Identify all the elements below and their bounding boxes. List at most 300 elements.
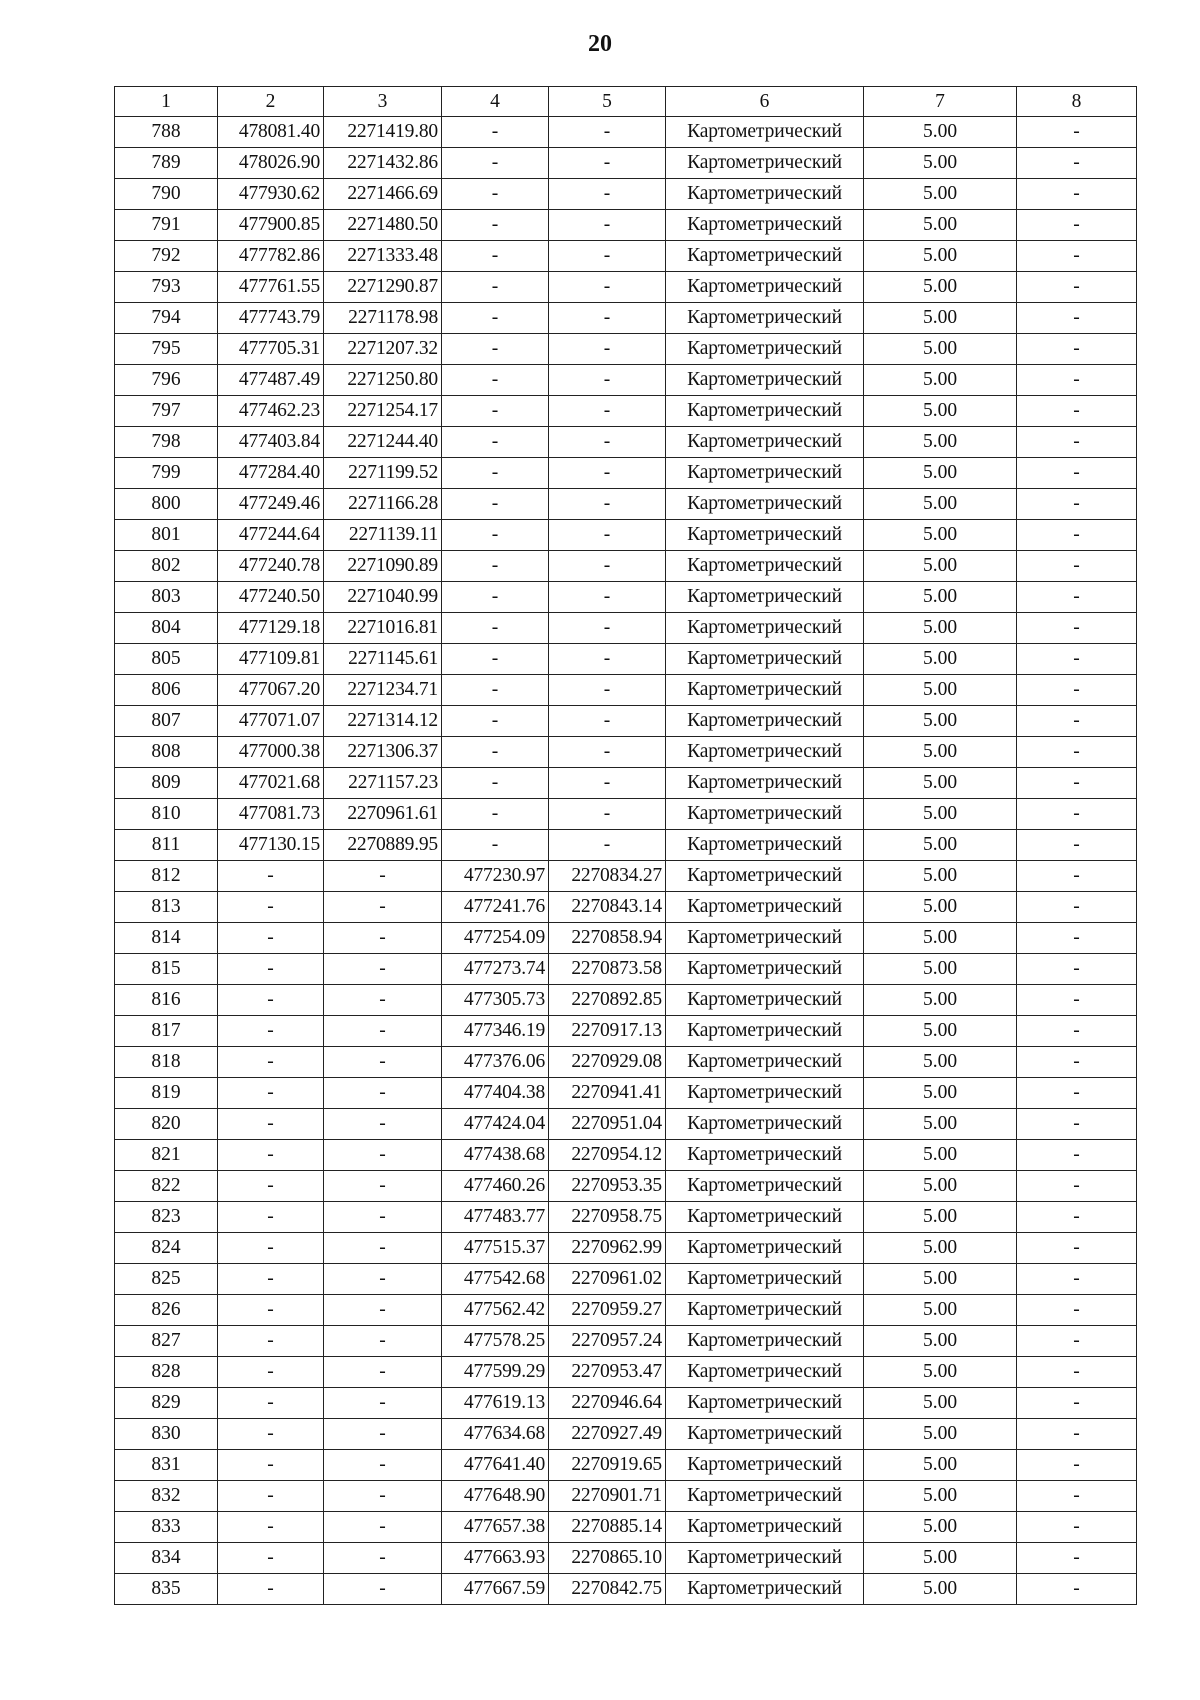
y-old-cell: - bbox=[324, 1016, 442, 1047]
y-new-cell: 2270858.94 bbox=[549, 923, 666, 954]
y-new-cell: - bbox=[549, 675, 666, 706]
header-row bbox=[115, 87, 1137, 117]
point-number-cell: 803 bbox=[115, 582, 218, 613]
table-row bbox=[115, 458, 1137, 489]
table-row bbox=[115, 148, 1137, 179]
table-row bbox=[115, 1326, 1137, 1357]
x-old-cell: - bbox=[218, 1078, 324, 1109]
table-row bbox=[115, 1543, 1137, 1574]
y-old-cell: 2271178.98 bbox=[324, 303, 442, 334]
x-old-cell: 477761.55 bbox=[218, 272, 324, 303]
y-old-cell: 2271145.61 bbox=[324, 644, 442, 675]
y-old-cell: - bbox=[324, 1419, 442, 1450]
accuracy-cell: 5.00 bbox=[864, 1419, 1017, 1450]
method-cell: Картометрический bbox=[666, 737, 864, 768]
x-new-cell: - bbox=[442, 272, 549, 303]
x-old-cell: - bbox=[218, 923, 324, 954]
description-cell: - bbox=[1017, 148, 1137, 179]
accuracy-cell: 5.00 bbox=[864, 985, 1017, 1016]
point-number-cell: 821 bbox=[115, 1140, 218, 1171]
x-new-cell: 477305.73 bbox=[442, 985, 549, 1016]
point-number-cell: 831 bbox=[115, 1450, 218, 1481]
y-old-cell: 2270889.95 bbox=[324, 830, 442, 861]
method-cell: Картометрический bbox=[666, 1202, 864, 1233]
method-cell: Картометрический bbox=[666, 520, 864, 551]
x-old-cell: - bbox=[218, 1357, 324, 1388]
x-new-cell: - bbox=[442, 830, 549, 861]
x-old-cell: - bbox=[218, 1450, 324, 1481]
column-header: 4 bbox=[442, 87, 549, 117]
accuracy-cell: 5.00 bbox=[864, 489, 1017, 520]
x-old-cell: - bbox=[218, 1543, 324, 1574]
description-cell: - bbox=[1017, 427, 1137, 458]
y-new-cell: - bbox=[549, 520, 666, 551]
method-cell: Картометрический bbox=[666, 892, 864, 923]
x-new-cell: 477667.59 bbox=[442, 1574, 549, 1605]
description-cell: - bbox=[1017, 179, 1137, 210]
point-number-cell: 815 bbox=[115, 954, 218, 985]
column-header: 8 bbox=[1017, 87, 1137, 117]
x-new-cell: - bbox=[442, 458, 549, 489]
x-new-cell: - bbox=[442, 148, 549, 179]
x-new-cell: - bbox=[442, 489, 549, 520]
accuracy-cell: 5.00 bbox=[864, 1574, 1017, 1605]
accuracy-cell: 5.00 bbox=[864, 427, 1017, 458]
y-old-cell: - bbox=[324, 1574, 442, 1605]
table-row bbox=[115, 1295, 1137, 1326]
description-cell: - bbox=[1017, 1543, 1137, 1574]
accuracy-cell: 5.00 bbox=[864, 1388, 1017, 1419]
method-cell: Картометрический bbox=[666, 1419, 864, 1450]
point-number-cell: 808 bbox=[115, 737, 218, 768]
x-new-cell: 477438.68 bbox=[442, 1140, 549, 1171]
table-row bbox=[115, 365, 1137, 396]
y-old-cell: - bbox=[324, 985, 442, 1016]
point-number-cell: 793 bbox=[115, 272, 218, 303]
point-number-cell: 804 bbox=[115, 613, 218, 644]
point-number-cell: 820 bbox=[115, 1109, 218, 1140]
point-number-cell: 825 bbox=[115, 1264, 218, 1295]
x-old-cell: 477249.46 bbox=[218, 489, 324, 520]
table-row bbox=[115, 1574, 1137, 1605]
y-new-cell: - bbox=[549, 148, 666, 179]
y-new-cell: 2270946.64 bbox=[549, 1388, 666, 1419]
x-old-cell: 478026.90 bbox=[218, 148, 324, 179]
x-old-cell: 477705.31 bbox=[218, 334, 324, 365]
y-old-cell: - bbox=[324, 1140, 442, 1171]
accuracy-cell: 5.00 bbox=[864, 210, 1017, 241]
y-new-cell: - bbox=[549, 334, 666, 365]
table-header bbox=[115, 87, 1137, 117]
accuracy-cell: 5.00 bbox=[864, 675, 1017, 706]
y-new-cell: 2270885.14 bbox=[549, 1512, 666, 1543]
x-old-cell: - bbox=[218, 1140, 324, 1171]
x-new-cell: - bbox=[442, 551, 549, 582]
y-old-cell: 2271090.89 bbox=[324, 551, 442, 582]
y-new-cell: - bbox=[549, 272, 666, 303]
accuracy-cell: 5.00 bbox=[864, 396, 1017, 427]
y-old-cell: - bbox=[324, 1450, 442, 1481]
y-old-cell: 2271306.37 bbox=[324, 737, 442, 768]
description-cell: - bbox=[1017, 1140, 1137, 1171]
y-old-cell: - bbox=[324, 954, 442, 985]
y-new-cell: - bbox=[549, 706, 666, 737]
y-new-cell: 2270927.49 bbox=[549, 1419, 666, 1450]
column-header: 7 bbox=[864, 87, 1017, 117]
column-header: 5 bbox=[549, 87, 666, 117]
method-cell: Картометрический bbox=[666, 1388, 864, 1419]
y-old-cell: - bbox=[324, 1543, 442, 1574]
accuracy-cell: 5.00 bbox=[864, 334, 1017, 365]
y-old-cell: - bbox=[324, 892, 442, 923]
description-cell: - bbox=[1017, 1202, 1137, 1233]
table-row bbox=[115, 241, 1137, 272]
table-row bbox=[115, 1016, 1137, 1047]
description-cell: - bbox=[1017, 1574, 1137, 1605]
description-cell: - bbox=[1017, 1357, 1137, 1388]
x-old-cell: - bbox=[218, 1388, 324, 1419]
x-old-cell: 477743.79 bbox=[218, 303, 324, 334]
y-new-cell: - bbox=[549, 365, 666, 396]
description-cell: - bbox=[1017, 582, 1137, 613]
y-old-cell: 2270961.61 bbox=[324, 799, 442, 830]
method-cell: Картометрический bbox=[666, 1109, 864, 1140]
y-new-cell: 2270961.02 bbox=[549, 1264, 666, 1295]
table-row bbox=[115, 1481, 1137, 1512]
x-new-cell: 477254.09 bbox=[442, 923, 549, 954]
point-number-cell: 823 bbox=[115, 1202, 218, 1233]
point-number-cell: 796 bbox=[115, 365, 218, 396]
x-new-cell: 477619.13 bbox=[442, 1388, 549, 1419]
table-row bbox=[115, 985, 1137, 1016]
table-row bbox=[115, 923, 1137, 954]
x-new-cell: - bbox=[442, 117, 549, 148]
y-new-cell: - bbox=[549, 179, 666, 210]
description-cell: - bbox=[1017, 1047, 1137, 1078]
point-number-cell: 818 bbox=[115, 1047, 218, 1078]
y-old-cell: - bbox=[324, 861, 442, 892]
y-old-cell: - bbox=[324, 1233, 442, 1264]
accuracy-cell: 5.00 bbox=[864, 1078, 1017, 1109]
y-new-cell: 2270917.13 bbox=[549, 1016, 666, 1047]
method-cell: Картометрический bbox=[666, 1574, 864, 1605]
method-cell: Картометрический bbox=[666, 241, 864, 272]
point-number-cell: 814 bbox=[115, 923, 218, 954]
method-cell: Картометрический bbox=[666, 1357, 864, 1388]
accuracy-cell: 5.00 bbox=[864, 272, 1017, 303]
x-new-cell: 477641.40 bbox=[442, 1450, 549, 1481]
table-row bbox=[115, 1233, 1137, 1264]
table-row bbox=[115, 1388, 1137, 1419]
coordinates-table bbox=[114, 86, 1137, 1605]
method-cell: Картометрический bbox=[666, 1450, 864, 1481]
y-old-cell: - bbox=[324, 923, 442, 954]
table-row bbox=[115, 582, 1137, 613]
method-cell: Картометрический bbox=[666, 1512, 864, 1543]
x-old-cell: - bbox=[218, 1295, 324, 1326]
method-cell: Картометрический bbox=[666, 1543, 864, 1574]
x-new-cell: 477346.19 bbox=[442, 1016, 549, 1047]
accuracy-cell: 5.00 bbox=[864, 737, 1017, 768]
x-new-cell: 477634.68 bbox=[442, 1419, 549, 1450]
x-new-cell: 477404.38 bbox=[442, 1078, 549, 1109]
x-new-cell: - bbox=[442, 799, 549, 830]
description-cell: - bbox=[1017, 458, 1137, 489]
y-old-cell: 2271244.40 bbox=[324, 427, 442, 458]
accuracy-cell: 5.00 bbox=[864, 1512, 1017, 1543]
column-header: 2 bbox=[218, 87, 324, 117]
y-new-cell: - bbox=[549, 303, 666, 334]
x-new-cell: - bbox=[442, 241, 549, 272]
point-number-cell: 794 bbox=[115, 303, 218, 334]
accuracy-cell: 5.00 bbox=[864, 1202, 1017, 1233]
point-number-cell: 809 bbox=[115, 768, 218, 799]
table-row bbox=[115, 489, 1137, 520]
y-old-cell: 2271432.86 bbox=[324, 148, 442, 179]
description-cell: - bbox=[1017, 644, 1137, 675]
description-cell: - bbox=[1017, 985, 1137, 1016]
method-cell: Картометрический bbox=[666, 179, 864, 210]
page-number: 20 bbox=[588, 31, 612, 57]
method-cell: Картометрический bbox=[666, 799, 864, 830]
description-cell: - bbox=[1017, 272, 1137, 303]
table-row bbox=[115, 303, 1137, 334]
y-new-cell: 2270941.41 bbox=[549, 1078, 666, 1109]
x-old-cell: 477403.84 bbox=[218, 427, 324, 458]
x-old-cell: 477240.78 bbox=[218, 551, 324, 582]
table-row bbox=[115, 210, 1137, 241]
accuracy-cell: 5.00 bbox=[864, 582, 1017, 613]
x-old-cell: - bbox=[218, 892, 324, 923]
description-cell: - bbox=[1017, 303, 1137, 334]
x-old-cell: 477067.20 bbox=[218, 675, 324, 706]
x-old-cell: - bbox=[218, 1574, 324, 1605]
x-new-cell: 477663.93 bbox=[442, 1543, 549, 1574]
y-old-cell: 2271166.28 bbox=[324, 489, 442, 520]
point-number-cell: 832 bbox=[115, 1481, 218, 1512]
x-new-cell: 477515.37 bbox=[442, 1233, 549, 1264]
y-old-cell: - bbox=[324, 1481, 442, 1512]
y-old-cell: - bbox=[324, 1202, 442, 1233]
point-number-cell: 798 bbox=[115, 427, 218, 458]
description-cell: - bbox=[1017, 1419, 1137, 1450]
table-row bbox=[115, 520, 1137, 551]
description-cell: - bbox=[1017, 117, 1137, 148]
y-new-cell: - bbox=[549, 768, 666, 799]
y-new-cell: 2270842.75 bbox=[549, 1574, 666, 1605]
accuracy-cell: 5.00 bbox=[864, 830, 1017, 861]
accuracy-cell: 5.00 bbox=[864, 458, 1017, 489]
accuracy-cell: 5.00 bbox=[864, 706, 1017, 737]
y-new-cell: - bbox=[549, 644, 666, 675]
y-new-cell: 2270953.35 bbox=[549, 1171, 666, 1202]
x-old-cell: - bbox=[218, 861, 324, 892]
accuracy-cell: 5.00 bbox=[864, 241, 1017, 272]
point-number-cell: 800 bbox=[115, 489, 218, 520]
table-row bbox=[115, 551, 1137, 582]
x-new-cell: - bbox=[442, 706, 549, 737]
method-cell: Картометрический bbox=[666, 1233, 864, 1264]
accuracy-cell: 5.00 bbox=[864, 1233, 1017, 1264]
x-old-cell: 477782.86 bbox=[218, 241, 324, 272]
y-old-cell: - bbox=[324, 1388, 442, 1419]
accuracy-cell: 5.00 bbox=[864, 365, 1017, 396]
x-old-cell: - bbox=[218, 1481, 324, 1512]
x-new-cell: - bbox=[442, 613, 549, 644]
x-new-cell: 477578.25 bbox=[442, 1326, 549, 1357]
accuracy-cell: 5.00 bbox=[864, 1357, 1017, 1388]
table-row bbox=[115, 613, 1137, 644]
x-new-cell: 477657.38 bbox=[442, 1512, 549, 1543]
column-header: 3 bbox=[324, 87, 442, 117]
y-new-cell: 2270959.27 bbox=[549, 1295, 666, 1326]
x-old-cell: - bbox=[218, 1264, 324, 1295]
y-new-cell: - bbox=[549, 551, 666, 582]
y-new-cell: - bbox=[549, 582, 666, 613]
y-new-cell: 2270929.08 bbox=[549, 1047, 666, 1078]
x-old-cell: - bbox=[218, 1109, 324, 1140]
method-cell: Картометрический bbox=[666, 582, 864, 613]
description-cell: - bbox=[1017, 675, 1137, 706]
point-number-cell: 834 bbox=[115, 1543, 218, 1574]
description-cell: - bbox=[1017, 799, 1137, 830]
table-row bbox=[115, 830, 1137, 861]
description-cell: - bbox=[1017, 210, 1137, 241]
y-new-cell: - bbox=[549, 458, 666, 489]
accuracy-cell: 5.00 bbox=[864, 768, 1017, 799]
point-number-cell: 806 bbox=[115, 675, 218, 706]
method-cell: Картометрический bbox=[666, 489, 864, 520]
y-new-cell: - bbox=[549, 427, 666, 458]
table-row bbox=[115, 427, 1137, 458]
x-new-cell: 477376.06 bbox=[442, 1047, 549, 1078]
table-row bbox=[115, 1264, 1137, 1295]
y-new-cell: - bbox=[549, 799, 666, 830]
method-cell: Картометрический bbox=[666, 1078, 864, 1109]
description-cell: - bbox=[1017, 861, 1137, 892]
method-cell: Картометрический bbox=[666, 644, 864, 675]
table-row bbox=[115, 737, 1137, 768]
y-old-cell: 2271250.80 bbox=[324, 365, 442, 396]
x-new-cell: - bbox=[442, 427, 549, 458]
x-old-cell: - bbox=[218, 1326, 324, 1357]
method-cell: Картометрический bbox=[666, 1481, 864, 1512]
x-old-cell: 477130.15 bbox=[218, 830, 324, 861]
y-old-cell: 2271480.50 bbox=[324, 210, 442, 241]
x-new-cell: - bbox=[442, 334, 549, 365]
y-new-cell: - bbox=[549, 737, 666, 768]
description-cell: - bbox=[1017, 489, 1137, 520]
accuracy-cell: 5.00 bbox=[864, 1047, 1017, 1078]
y-new-cell: 2270843.14 bbox=[549, 892, 666, 923]
x-old-cell: 478081.40 bbox=[218, 117, 324, 148]
x-new-cell: - bbox=[442, 675, 549, 706]
method-cell: Картометрический bbox=[666, 706, 864, 737]
point-number-cell: 805 bbox=[115, 644, 218, 675]
description-cell: - bbox=[1017, 892, 1137, 923]
y-old-cell: 2271290.87 bbox=[324, 272, 442, 303]
description-cell: - bbox=[1017, 1326, 1137, 1357]
point-number-cell: 822 bbox=[115, 1171, 218, 1202]
method-cell: Картометрический bbox=[666, 303, 864, 334]
x-new-cell: 477424.04 bbox=[442, 1109, 549, 1140]
point-number-cell: 791 bbox=[115, 210, 218, 241]
method-cell: Картометрический bbox=[666, 334, 864, 365]
y-new-cell: 2270919.65 bbox=[549, 1450, 666, 1481]
description-cell: - bbox=[1017, 334, 1137, 365]
y-old-cell: - bbox=[324, 1357, 442, 1388]
y-old-cell: - bbox=[324, 1109, 442, 1140]
method-cell: Картометрический bbox=[666, 1264, 864, 1295]
y-new-cell: 2270951.04 bbox=[549, 1109, 666, 1140]
y-old-cell: 2271199.52 bbox=[324, 458, 442, 489]
y-old-cell: 2271314.12 bbox=[324, 706, 442, 737]
column-header: 6 bbox=[666, 87, 864, 117]
accuracy-cell: 5.00 bbox=[864, 117, 1017, 148]
x-new-cell: 477230.97 bbox=[442, 861, 549, 892]
method-cell: Картометрический bbox=[666, 613, 864, 644]
y-old-cell: 2271040.99 bbox=[324, 582, 442, 613]
accuracy-cell: 5.00 bbox=[864, 923, 1017, 954]
accuracy-cell: 5.00 bbox=[864, 179, 1017, 210]
description-cell: - bbox=[1017, 1016, 1137, 1047]
table-row bbox=[115, 117, 1137, 148]
method-cell: Картометрический bbox=[666, 210, 864, 241]
description-cell: - bbox=[1017, 1295, 1137, 1326]
point-number-cell: 819 bbox=[115, 1078, 218, 1109]
x-new-cell: - bbox=[442, 179, 549, 210]
x-old-cell: 477930.62 bbox=[218, 179, 324, 210]
description-cell: - bbox=[1017, 706, 1137, 737]
accuracy-cell: 5.00 bbox=[864, 644, 1017, 675]
description-cell: - bbox=[1017, 520, 1137, 551]
table-row bbox=[115, 1512, 1137, 1543]
x-new-cell: 477648.90 bbox=[442, 1481, 549, 1512]
point-number-cell: 812 bbox=[115, 861, 218, 892]
method-cell: Картометрический bbox=[666, 1140, 864, 1171]
y-old-cell: - bbox=[324, 1264, 442, 1295]
y-old-cell: 2271419.80 bbox=[324, 117, 442, 148]
x-new-cell: - bbox=[442, 520, 549, 551]
point-number-cell: 799 bbox=[115, 458, 218, 489]
accuracy-cell: 5.00 bbox=[864, 1481, 1017, 1512]
x-old-cell: 477900.85 bbox=[218, 210, 324, 241]
point-number-cell: 828 bbox=[115, 1357, 218, 1388]
point-number-cell: 816 bbox=[115, 985, 218, 1016]
method-cell: Картометрический bbox=[666, 768, 864, 799]
x-new-cell: - bbox=[442, 303, 549, 334]
x-old-cell: 477000.38 bbox=[218, 737, 324, 768]
x-old-cell: 477129.18 bbox=[218, 613, 324, 644]
accuracy-cell: 5.00 bbox=[864, 1140, 1017, 1171]
method-cell: Картометрический bbox=[666, 923, 864, 954]
accuracy-cell: 5.00 bbox=[864, 1264, 1017, 1295]
table-row bbox=[115, 644, 1137, 675]
table-row bbox=[115, 1357, 1137, 1388]
x-new-cell: 477483.77 bbox=[442, 1202, 549, 1233]
method-cell: Картометрический bbox=[666, 148, 864, 179]
table-row bbox=[115, 1078, 1137, 1109]
y-old-cell: - bbox=[324, 1047, 442, 1078]
point-number-cell: 795 bbox=[115, 334, 218, 365]
accuracy-cell: 5.00 bbox=[864, 1295, 1017, 1326]
x-old-cell: 477071.07 bbox=[218, 706, 324, 737]
table-body bbox=[115, 117, 1137, 1605]
accuracy-cell: 5.00 bbox=[864, 1171, 1017, 1202]
x-old-cell: 477487.49 bbox=[218, 365, 324, 396]
description-cell: - bbox=[1017, 1481, 1137, 1512]
y-new-cell: - bbox=[549, 210, 666, 241]
